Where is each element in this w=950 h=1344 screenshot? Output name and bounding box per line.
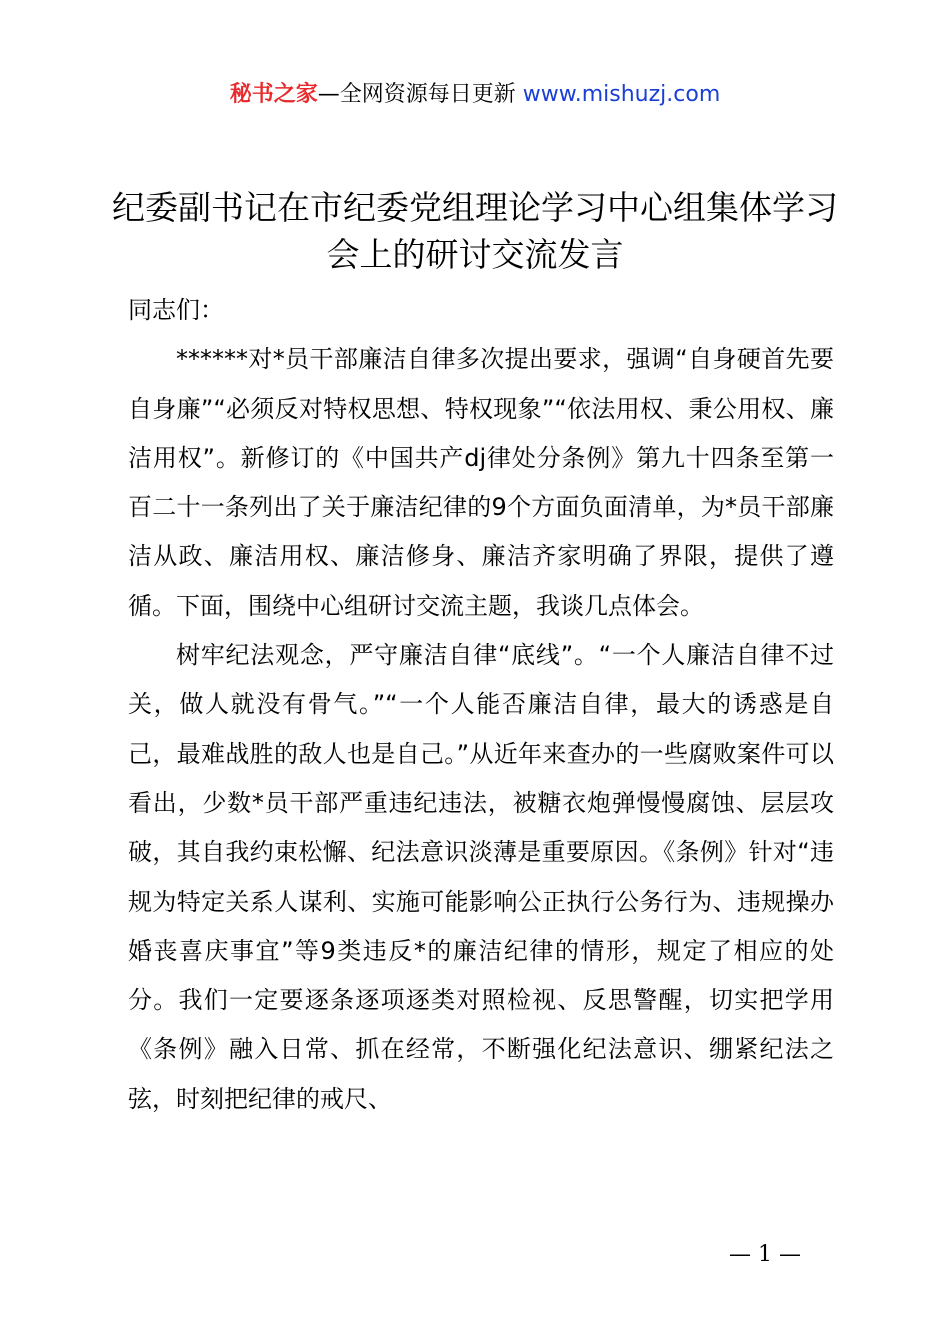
document-body [128, 286, 834, 1124]
document-title: 纪委副书记在市纪委党组理论学习中心组集体学习会上的研讨交流发言 [112, 188, 838, 274]
site-header [0, 78, 950, 112]
salutation: 同志们： [128, 296, 224, 324]
brand-name: 秘书之家 [229, 82, 318, 107]
header-tagline: —全网资源每日更新 [317, 82, 516, 107]
body-paragraph: ******对*员干部廉洁自律多次提出要求，强调“自身硬首先要自身廉”“必须反对特权思想、特权现象”“依法用权、秉公用权、廉洁用权”。新修订的《中国共产dj律处分条例》第九十四条至第一百二十一条列出了关于廉洁纪律的9个方面负面清单，为*员干部廉洁从政、廉洁用权、廉洁修身、廉洁齐家明确了界限，提供了遵循。下面，围绕中心组研讨交流主题，我谈几点体会。 [128, 345, 834, 620]
body-paragraph: 树牢纪法观念，严守廉洁自律“底线”。“一个人廉洁自律不过关，做人就没有骨气。”“一个人能否廉洁自律，最大的诱惑是自己，最难战胜的敌人也是自己。”从近年来查办的一些腐败案件可以看出，少数*员干部严重违纪违法，被糖衣炮弹慢慢腐蚀、层层攻破，其自我约束松懈、纪法意识淡薄是重要原因。《条例》针对“违规为特定关系人谋利、实施可能影响公正执行公务行为、违规操办婚丧喜庆事宜”等9类违反*的廉洁纪律的情形，规定了相应的处分。我们一定要逐条逐项逐类对照检视、反思警醒，切实把学用《条例》融入日常、抓在经常，不断强化纪法意识、绷紧纪法之弦，时刻把纪律的戒尺、 [128, 641, 834, 1113]
page-number: — 1 — [729, 1242, 801, 1267]
site-url-link[interactable]: www.mishuzj.com [522, 82, 721, 107]
